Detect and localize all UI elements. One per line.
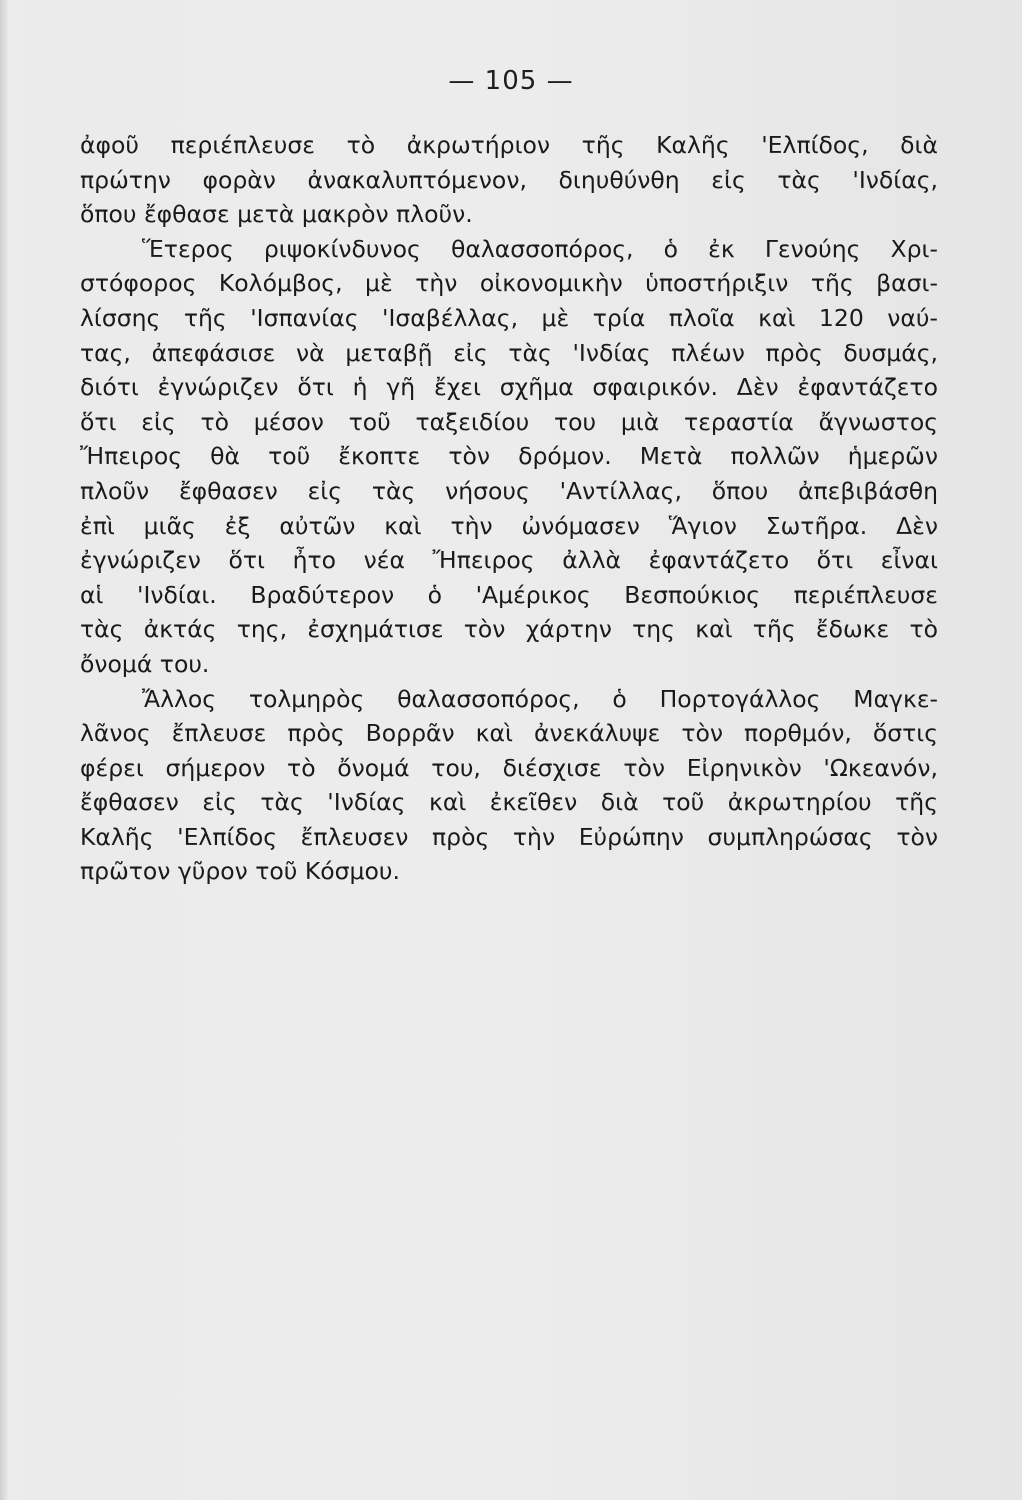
page-number: — 105 — [448,66,574,96]
text-line: ὅπου ἔφθασε μετὰ μακρὸν πλοῦν. [80,200,473,229]
text-line: ἐπὶ μιᾶς ἐξ αὐτῶν καὶ τὴν ὠνόμασεν Ἅγιον Σωτῆρα. Δὲν [80,511,938,540]
text-line: πρῶτον γῦρον τοῦ Κόσμου. [80,857,400,886]
text-line: πλοῦν ἔφθασεν εἰς τὰς νήσους 'Αντίλλας, ὅπου ἀπεβιβάσθη [80,476,938,505]
text-line: αἱ 'Ινδίαι. Βραδύτερον ὁ 'Αμέρικος Βεσπούκιος περιέπλευσε [80,580,938,609]
text-line: Καλῆς 'Ελπίδος ἔπλευσεν πρὸς τὴν Εὐρώπην συμπληρώσας τὸν [80,822,938,851]
text-line: λᾶνος ἔπλευσε πρὸς Βορρᾶν καὶ ἀνεκάλυψε τὸν πορθμόν, ὅστις [80,719,938,748]
text-line: τας, ἀπεφάσισε νὰ μεταβῇ εἰς τὰς 'Ινδίας πλέων πρὸς δυσμάς, [80,338,938,367]
text-line: Ἕτερος ριψοκίνδυνος θαλασσοπόρος, ὁ ἐκ Γενούης Χρι- [142,234,938,263]
text-line: λίσσης τῆς 'Ισπανίας 'Ισαβέλλας, μὲ τρία πλοῖα καὶ 120 ναύ- [80,303,938,332]
page-edge-shadow [0,0,8,1500]
text-line: τὰς ἀκτάς της, ἐσχημάτισε τὸν χάρτην της καὶ τῆς ἔδωκε τὸ [80,615,938,644]
body-text [80,128,938,889]
text-line: ὅτι εἰς τὸ μέσον τοῦ ταξειδίου του μιὰ τεραστία ἄγνωστος [80,407,938,436]
text-line: Ἄλλος τολμηρὸς θαλασσοπόρος, ὁ Πορτογάλλος Μαγκε- [142,684,938,713]
text-line: στόφορος Κολόμβος, μὲ τὴν οἰκονομικὴν ὑποστήριξιν τῆς βασι- [80,269,938,298]
text-line: ὄνομά του. [80,649,210,678]
text-line: φέρει σήμερον τὸ ὄνομά του, διέσχισε τὸν Εἰρηνικὸν 'Ωκεανόν, [80,753,938,782]
text-line: ἔφθασεν εἰς τὰς 'Ινδίας καὶ ἐκεῖθεν διὰ τοῦ ἀκρωτηρίου τῆς [80,788,938,817]
text-line: πρώτην φορὰν ἀνακαλυπτόμενον, διηυθύνθη εἰς τὰς 'Ινδίας, [80,165,938,194]
text-line: ἐγνώριζεν ὅτι ἦτο νέα Ἤπειρος ἀλλὰ ἐφαντάζετο ὅτι εἶναι [80,546,938,575]
text-line: ἀφοῦ περιέπλευσε τὸ ἀκρωτήριον τῆς Καλῆς 'Ελπίδος, διὰ [80,131,938,159]
text-line: διότι ἐγνώριζεν ὅτι ἡ γῆ ἔχει σχῆμα σφαιρικόν. Δὲν ἐφαντάζετο [80,373,938,402]
text-line: Ἤπειρος θὰ τοῦ ἔκοπτε τὸν δρόμον. Μετὰ πολλῶν ἡμερῶν [80,442,938,471]
